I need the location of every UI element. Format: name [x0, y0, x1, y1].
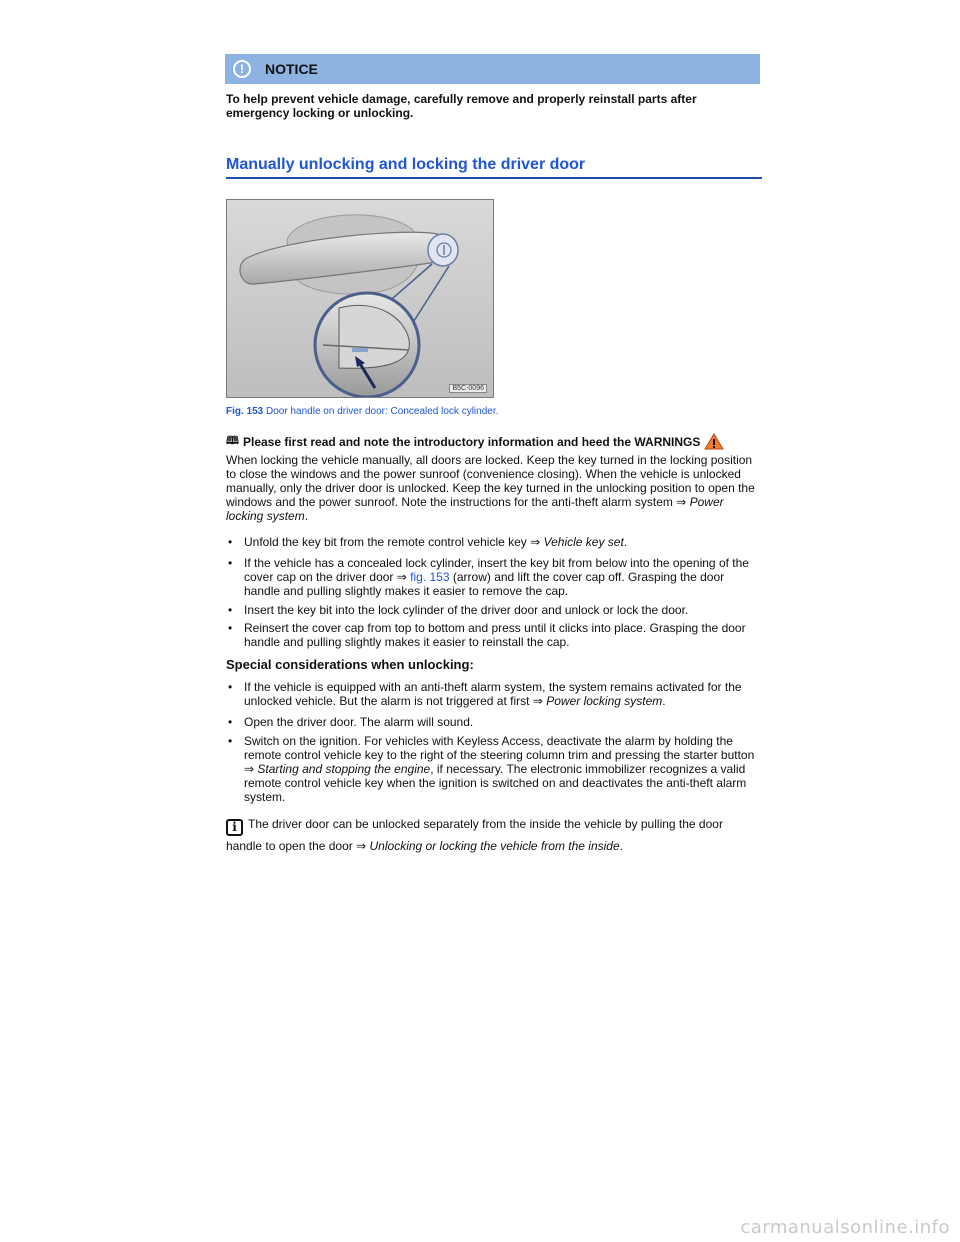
info-note — [226, 814, 760, 856]
intro-text: Please first read and note the introductory information and heed the WARNINGS — [242, 434, 701, 449]
list-item-text: Reinsert the cover cap from top to bottom and press until it clicks into place. Grasping the door handle and pulling slightly makes it easier to reinstall the cap. — [244, 621, 746, 649]
list-item-text — [226, 556, 760, 598]
list-item-text — [226, 680, 760, 708]
bullet-dot: • — [228, 680, 233, 694]
info-icon: i — [226, 819, 243, 836]
list-item-text: Open the driver door. The alarm will sound. — [244, 715, 474, 729]
info-note-text: The driver door can be unlocked separately from the inside the vehicle by pulling the door handle to open the door ⇒ — [226, 817, 723, 853]
exclamation-circle-icon: ! — [233, 60, 251, 78]
bullet-dot: • — [228, 556, 233, 570]
list-item-pre: If the vehicle has a concealed lock cylinder, insert the key bit from below into the opening of the cover cap on the driver door ⇒ — [244, 556, 749, 584]
list-item-pre: Unfold the key bit from the remote control vehicle key ⇒ — [244, 535, 541, 549]
watermark: carmanualsonline.info — [740, 1217, 950, 1238]
notice-title: NOTICE — [265, 61, 318, 77]
list-item-post: . — [662, 694, 666, 708]
intro-line — [226, 432, 724, 451]
notice-banner — [225, 54, 760, 84]
list-item-text: Insert the key bit into the lock cylinder of the driver door and unlock or lock the door. — [244, 603, 689, 617]
list-item — [226, 535, 760, 549]
notice-text: To help prevent vehicle damage, carefully remove and properly reinstall parts after emergency locking or unlocking. — [226, 92, 697, 120]
section-title: Manually unlocking and locking the driver door — [226, 156, 762, 179]
list-item-post: , if necessary. The electronic immobilizer recognizes a valid remote control vehicle key when the ignition is switched on and deactivates the anti-theft alarm system. — [244, 762, 747, 804]
intro-paragraph-end: . — [304, 509, 309, 523]
list-item — [226, 734, 760, 804]
list-item-post: (arrow) and lift the cover cap off. Grasping the door handle and pulling slightly makes it easier to remove the cap. — [244, 570, 725, 598]
special-heading: Special considerations when unlocking: — [226, 657, 474, 672]
list-item — [226, 715, 760, 729]
link-starting-stopping-engine[interactable]: Starting and stopping the engine — [257, 762, 431, 776]
list-item-text — [226, 535, 760, 549]
list-item — [226, 556, 760, 598]
link-power-locking[interactable]: Power locking system — [546, 694, 663, 708]
figure-caption — [226, 406, 498, 417]
door-handle-illustration — [227, 200, 494, 398]
door-handle-figure — [226, 199, 494, 398]
list-item-pre: If the vehicle is equipped with an anti-theft alarm system, the system remains activated for the unlocked vehicle. But the alarm is not triggered at first ⇒ — [244, 680, 742, 708]
info-note-end: . — [619, 839, 623, 853]
bullet-dot: • — [228, 715, 233, 729]
link-vehicle-key-set[interactable]: Vehicle key set — [543, 535, 624, 549]
list-item — [226, 603, 760, 617]
list-item-post: . — [623, 535, 628, 549]
link-power-locking[interactable]: Power locking system — [226, 495, 724, 523]
bullet-dot: • — [228, 621, 233, 635]
figure-code: B5C-0096 — [449, 384, 487, 393]
figure-caption-label: Fig. 153 — [226, 406, 264, 417]
bullet-dot: • — [228, 535, 233, 549]
list-item — [226, 621, 760, 649]
warning-triangle-icon — [704, 433, 724, 450]
book-icon: 🕮 — [226, 435, 239, 447]
bullet-dot: • — [228, 603, 233, 617]
list-item-text — [226, 734, 760, 804]
bullet-dot: • — [228, 734, 233, 748]
intro-paragraph-text: When locking the vehicle manually, all doors are locked. Keep the key turned in the locking position to close the windows and the power sunroof (convenience closing). When the vehicle is unlocked manually, only the driver door is unlocked. Keep the key turned in the unlocking position to open the windows and the power sunroof. Note the instructions for the anti-theft alarm system ⇒ — [226, 453, 755, 509]
intro-paragraph — [226, 453, 760, 523]
link-unlocking-from-inside[interactable]: Unlocking or locking the vehicle from the inside — [369, 839, 620, 853]
link-figure-153[interactable]: fig. 153 — [410, 570, 450, 584]
list-item — [226, 680, 760, 708]
figure-caption-text: Door handle on driver door: Concealed lock cylinder. — [263, 406, 499, 417]
list-item-pre: Switch on the ignition. For vehicles with Keyless Access, deactivate the alarm by holding the remote control vehicle key to the right of the steering column trim and pressing the starter button ⇒ — [244, 734, 755, 776]
